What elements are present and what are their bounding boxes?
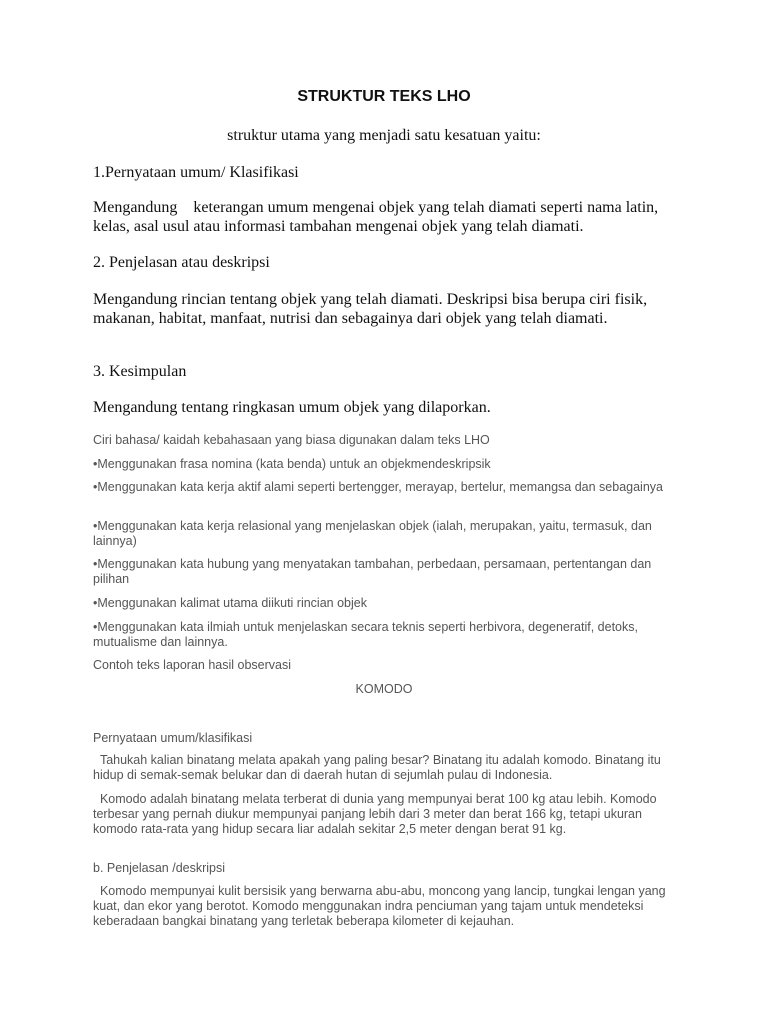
feature-item: •Menggunakan kalimat utama diikuti rincian objek: [93, 596, 367, 610]
feature-item: •Menggunakan kata hubung yang menyatakan tambahan, perbedaan, persamaan, pertentangan dan pilihan: [93, 557, 652, 586]
example-title: KOMODO: [355, 682, 413, 696]
section3-text: Mengandung tentang ringkasan umum objek yang dilaporkan.: [93, 399, 491, 416]
feature-item: •Menggunakan frasa nomina (kata benda) untuk an objekmendeskripsik: [93, 457, 491, 471]
features-heading: Ciri bahasa/ kaidah kebahasaan yang biasa digunakan dalam teks LHO: [93, 433, 490, 447]
example-subheading: b. Penjelasan /deskripsi: [93, 861, 226, 875]
section2-text: Mengandung rincian tentang objek yang telah diamati. Deskripsi bisa berupa ciri fisik, makanan, habitat, manfaat, nutrisi dan sebagainya dari objek yang telah diamati.: [93, 291, 648, 327]
example-label: Contoh teks laporan hasil observasi: [93, 658, 292, 672]
section2-heading: 2. Penjelasan atau deskripsi: [93, 254, 270, 271]
intro-text: struktur utama yang menjadi satu kesatuan yaitu:: [227, 127, 541, 144]
page-title: STRUKTUR TEKS LHO: [297, 88, 471, 105]
example-subheading: Pernyataan umum/klasifikasi: [93, 731, 253, 745]
example-paragraph: Komodo mempunyai kulit bersisik yang berwarna abu-abu, moncong yang lancip, tungkai lengan yang kuat, dan ekor yang berotot. Komodo menggunakan indra penciuman yang tajam untuk mendeteksi keberadaan bangkai binatang yang terletak beberapa kilometer di kejauhan.: [93, 884, 670, 928]
section1-text: Mengandung keterangan umum mengenai objek yang telah diamati seperti nama latin, kelas, asal usul atau informasi tambahan mengenai objek yang telah diamati.: [93, 199, 663, 235]
example-paragraph: Tahukah kalian binatang melata apakah yang paling besar? Binatang itu adalah komodo. Binatang itu hidup di semak-semak belukar dan di daerah hutan di sejumlah pulau di Indonesia.: [93, 753, 665, 782]
feature-item: •Menggunakan kata kerja relasional yang menjelaskan objek (ialah, merupakan, yaitu, termasuk, dan lainnya): [93, 519, 652, 548]
feature-item: •Menggunakan kata ilmiah untuk menjelaskan secara teknis seperti herbivora, degeneratif, detoks, mutualisme dan lainnya.: [93, 620, 638, 649]
example-paragraph: Komodo adalah binatang melata terberat di dunia yang mempunyai berat 100 kg atau lebih. Komodo terbesar yang pernah diukur mempunyai panjang lebih dari 3 meter dan berat 166 kg, tetapi ukuran komodo rata-rata yang hidup secara liar adalah sekitar 2,5 meter dengan berat 91 kg.: [93, 792, 661, 836]
section3-heading: 3. Kesimpulan: [93, 363, 187, 380]
feature-item: •Menggunakan kata kerja aktif alami seperti bertengger, merayap, bertelur, memangsa dan sebagainya: [93, 480, 663, 494]
section1-heading: 1.Pernyataan umum/ Klasifikasi: [93, 164, 299, 181]
